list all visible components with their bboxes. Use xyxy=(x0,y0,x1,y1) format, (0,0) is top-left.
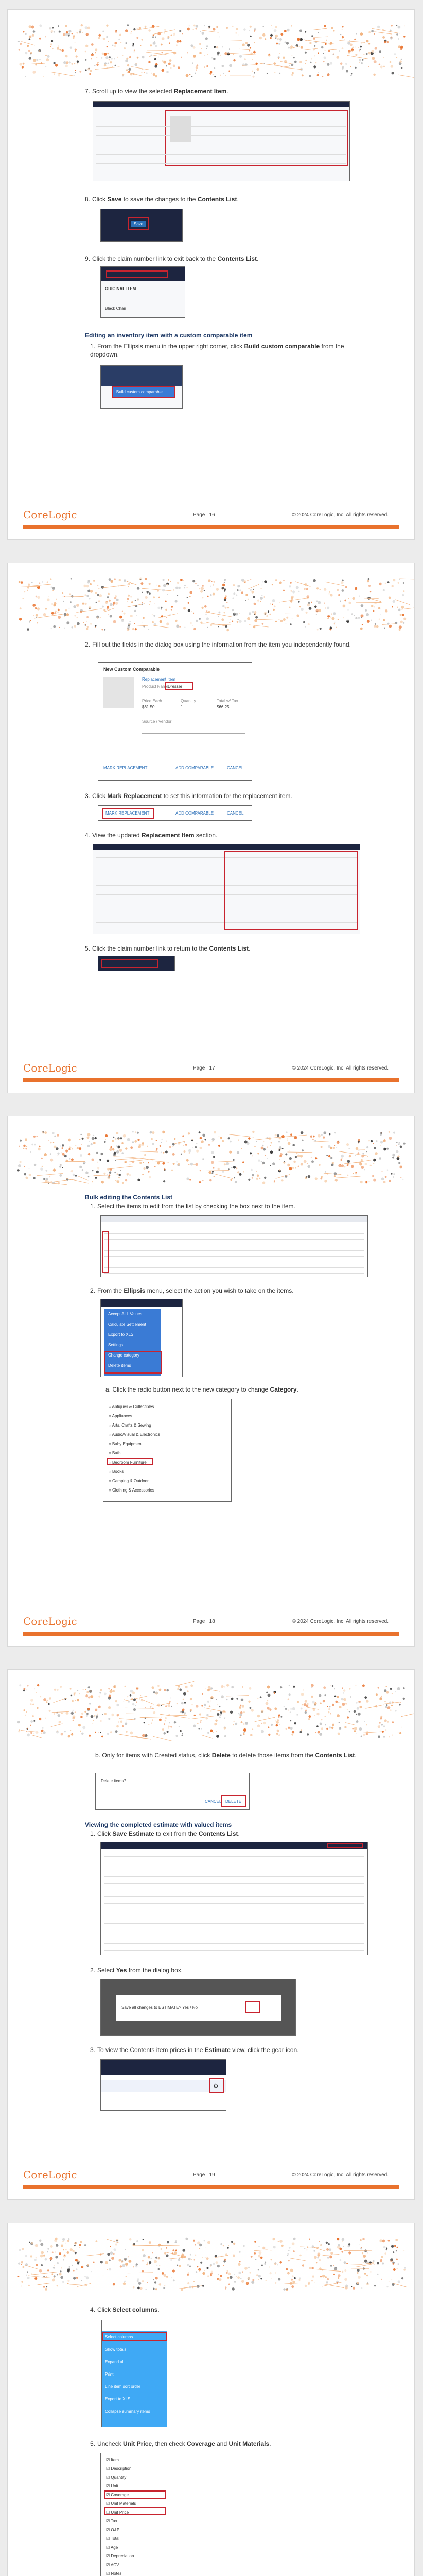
corelogic-logo: CoreLogic xyxy=(23,1062,77,1074)
category-option[interactable]: ○ Audio/Visual & Electronics xyxy=(109,1432,160,1437)
table-row xyxy=(104,1939,364,1944)
category-option[interactable]: ○ Camping & Outdoor xyxy=(109,1479,149,1483)
screenshot-save xyxy=(100,209,183,242)
column-option[interactable]: ☑ Coverage xyxy=(106,2493,129,2497)
add-comparable-button[interactable]: ADD COMPARABLE xyxy=(175,766,214,770)
corelogic-logo: CoreLogic xyxy=(23,1615,77,1628)
table-row xyxy=(104,1885,364,1890)
gear-icon[interactable]: ⚙ xyxy=(213,2082,219,2090)
screenshot-custom-comparable-dialog: New Custom Comparable Replacement Item Product Name Dresser Price Each $61.50 Quantity 1 Total w/ Tax $66.25 Source / Vendor MARK REPLACEMENT ADD COMPARABLE CANCEL xyxy=(98,662,252,781)
table-row xyxy=(96,159,346,164)
column-option[interactable]: ☑ O&P xyxy=(106,2528,120,2532)
screenshot-delete-dialog: Delete items? CANCEL DELETE xyxy=(95,1773,250,1810)
column-option[interactable]: ☑ Age xyxy=(106,2545,118,2550)
corelogic-logo: CoreLogic xyxy=(23,509,77,521)
category-option[interactable]: ○ Baby Equipment xyxy=(109,1442,143,1446)
column-option[interactable]: ☑ Tax xyxy=(106,2519,117,2523)
menu-item[interactable]: Show totals xyxy=(105,2347,127,2352)
footer-bar xyxy=(23,525,399,529)
screenshot-ellipsis-menu xyxy=(100,365,183,409)
sub-step-a: a. Click the radio button next to the new category to change Category. xyxy=(105,1386,298,1393)
column-option[interactable]: ☑ Unit Materials xyxy=(106,2501,136,2506)
column-option[interactable]: ☐ Unit Price xyxy=(106,2510,129,2515)
table-row xyxy=(104,1263,364,1268)
screenshot-mark-replacement: MARK REPLACEMENT ADD COMPARABLE CANCEL xyxy=(98,805,252,821)
screenshot-claim-link xyxy=(98,956,175,971)
page-number: Page | 19 xyxy=(193,2172,215,2178)
step-5: 5. Click the claim number link to return to the Contents List. xyxy=(85,945,251,952)
column-option[interactable]: ☑ Quantity xyxy=(106,2475,127,2480)
table-row xyxy=(96,149,346,155)
table-row xyxy=(104,1251,364,1257)
menu-item[interactable]: Accept ALL Values xyxy=(108,1312,143,1316)
screenshot-contents-list xyxy=(100,1842,368,1955)
corelogic-logo: CoreLogic xyxy=(23,2168,77,2181)
column-option[interactable]: ☑ Item xyxy=(106,2458,119,2462)
table-row xyxy=(104,1899,364,1904)
table-row xyxy=(96,112,346,117)
table-row xyxy=(104,1858,364,1863)
page-footer xyxy=(8,1595,414,1646)
section-heading: Bulk editing the Contents List xyxy=(85,1194,172,1201)
page-number: Page | 17 xyxy=(193,1065,215,1071)
page-footer xyxy=(8,488,414,539)
screenshot-claim-link: ORIGINAL ITEM Black Chair xyxy=(100,266,185,318)
delete-button[interactable]: DELETE xyxy=(225,1799,242,1804)
menu-item[interactable]: Select columns xyxy=(105,2335,133,2340)
table-row xyxy=(104,1223,364,1228)
menu-item[interactable]: Export to XLS xyxy=(108,1332,134,1337)
footer-bar xyxy=(23,2185,399,2189)
step-8: 8. Click Save to save the changes to the Contents List. xyxy=(85,196,239,203)
table-row xyxy=(104,1932,364,1937)
page-16 xyxy=(7,9,415,540)
screenshot-ellipsis-menu xyxy=(100,1299,183,1377)
decorative-banner xyxy=(8,10,414,87)
menu-item[interactable]: Line item sort order xyxy=(105,2384,140,2389)
step-4: 4. View the updated Replacement Item section. xyxy=(85,832,218,839)
menu-item[interactable]: Delete items xyxy=(108,1363,131,1368)
footer-bar xyxy=(23,1632,399,1636)
table-row xyxy=(104,1892,364,1897)
section-heading: Editing an inventory item with a custom comparable item xyxy=(85,332,253,339)
column-option[interactable]: ☑ Unit xyxy=(106,2484,118,2488)
table-row xyxy=(96,140,346,145)
footer-bar xyxy=(23,1078,399,1082)
step-1: 1. Click Save Estimate to exit from the Contents List. xyxy=(90,1830,240,1837)
page-number: Page | 16 xyxy=(193,512,215,518)
copyright: © 2024 CoreLogic, Inc. All rights reserved. xyxy=(292,2172,389,2178)
screenshot-column-selector xyxy=(100,2453,180,2576)
column-option[interactable]: ☑ Notes xyxy=(106,2571,122,2576)
column-option[interactable]: ☑ Description xyxy=(106,2466,132,2471)
sub-step-b: b. Only for items with Created status, click Delete to delete those items from the Contents List. xyxy=(95,1752,357,1759)
step-9: 9. Click the claim number link to exit back to the Contents List. xyxy=(85,255,259,262)
table-row xyxy=(96,122,346,127)
decorative-banner xyxy=(8,1116,414,1194)
table-row xyxy=(104,1945,364,1951)
table-row xyxy=(104,1257,364,1262)
step-3: 3. Click Mark Replacement to set this information for the replacement item. xyxy=(85,792,292,800)
table-row xyxy=(104,1229,364,1234)
decorative-banner xyxy=(8,1670,414,1747)
menu-item[interactable]: Expand all xyxy=(105,2360,125,2364)
menu-item-build-custom[interactable]: Build custom comparable xyxy=(116,389,163,394)
menu-item[interactable]: Change category xyxy=(108,1353,139,1358)
table-row xyxy=(104,1246,364,1251)
step-1: 1. Select the items to edit from the list by checking the box next to the item. xyxy=(90,1202,295,1210)
column-option[interactable]: ☑ Depreciation xyxy=(106,2554,134,2558)
column-option[interactable]: ☑ Total xyxy=(106,2536,120,2541)
screenshot-confirm-dialog: Save all changes to ESTIMATE? Yes / No xyxy=(100,1979,296,2036)
table-row xyxy=(96,131,346,136)
category-option[interactable]: ○ Clothing & Accessories xyxy=(109,1488,154,1493)
page-number: Page | 18 xyxy=(193,1619,215,1624)
step-1: 1. From the Ellipsis menu in the upper right corner, click Build custom comparable from the dropdown. xyxy=(90,343,344,358)
step-5: 5. Uncheck Unit Price, then check Coverage and Unit Materials. xyxy=(90,2440,271,2447)
screenshot-replacement-item xyxy=(93,101,350,181)
category-option[interactable]: ○ Arts, Crafts & Sewing xyxy=(109,1423,151,1428)
menu-item[interactable]: Export to XLS xyxy=(105,2397,131,2401)
copyright: © 2024 CoreLogic, Inc. All rights reserved. xyxy=(292,1619,389,1624)
save-button[interactable]: Save xyxy=(131,221,146,227)
table-row xyxy=(104,1234,364,1240)
copyright: © 2024 CoreLogic, Inc. All rights reserved. xyxy=(292,1065,389,1071)
decorative-banner xyxy=(8,2223,414,2300)
cancel-button[interactable]: CANCEL xyxy=(227,766,244,770)
category-option[interactable]: ○ Appliances xyxy=(109,1414,132,1418)
screenshot-gear-icon xyxy=(100,2059,226,2111)
step-4: 4. Click Select columns. xyxy=(90,2306,160,2313)
screenshot-category-dialog xyxy=(103,1399,232,1502)
page-19 xyxy=(7,1669,415,2200)
page-17 xyxy=(7,563,415,1093)
mark-replacement-button[interactable]: MARK REPLACEMENT xyxy=(103,766,148,770)
table-row xyxy=(104,1912,364,1917)
table-row xyxy=(104,1240,364,1245)
decorative-banner xyxy=(8,563,414,640)
menu-item[interactable]: Collapse summary items xyxy=(105,2409,150,2414)
step-2: 2. Select Yes from the dialog box. xyxy=(90,1967,183,1974)
step-2: 2. Fill out the fields in the dialog box using the information from the item you independently found. xyxy=(85,641,351,648)
menu-item[interactable]: Calculate Settlement xyxy=(108,1322,146,1327)
table-row xyxy=(104,1878,364,1884)
category-option[interactable]: ○ Bedroom Furniture xyxy=(109,1460,147,1465)
screenshot-gear-menu xyxy=(101,2320,167,2427)
table-row xyxy=(104,1865,364,1870)
table-row xyxy=(104,1919,364,1924)
table-row xyxy=(104,1852,364,1857)
column-option[interactable]: ☑ ACV xyxy=(106,2563,119,2567)
table-row xyxy=(104,1925,364,1930)
step-3: 3. To view the Contents item prices in the Estimate view, click the gear icon. xyxy=(90,2046,299,2054)
cancel-button[interactable]: CANCEL xyxy=(205,1799,222,1804)
page-20 xyxy=(7,2223,415,2576)
page-footer xyxy=(8,1041,414,1093)
step-2: 2. From the Ellipsis menu, select the action you wish to take on the items. xyxy=(90,1287,294,1294)
page-footer xyxy=(8,2148,414,2199)
table-row xyxy=(104,1872,364,1877)
copyright: © 2024 CoreLogic, Inc. All rights reserved. xyxy=(292,512,389,518)
screenshot-select-items xyxy=(100,1215,368,1277)
menu-item[interactable]: Settings xyxy=(108,1343,123,1347)
category-option[interactable]: ○ Books xyxy=(109,1469,124,1474)
page-18 xyxy=(7,1116,415,1647)
step-7: 7. Scroll up to view the selected Replacement Item. xyxy=(85,88,228,95)
table-row xyxy=(104,1905,364,1910)
screenshot-replacement-section xyxy=(93,844,360,934)
category-option[interactable]: ○ Bath xyxy=(109,1451,121,1455)
category-option[interactable]: ○ Antiques & Collectibles xyxy=(109,1404,154,1409)
menu-item[interactable]: Print xyxy=(105,2372,114,2377)
section-heading: Viewing the completed estimate with valued items xyxy=(85,1821,232,1828)
table-row xyxy=(104,1268,364,1274)
